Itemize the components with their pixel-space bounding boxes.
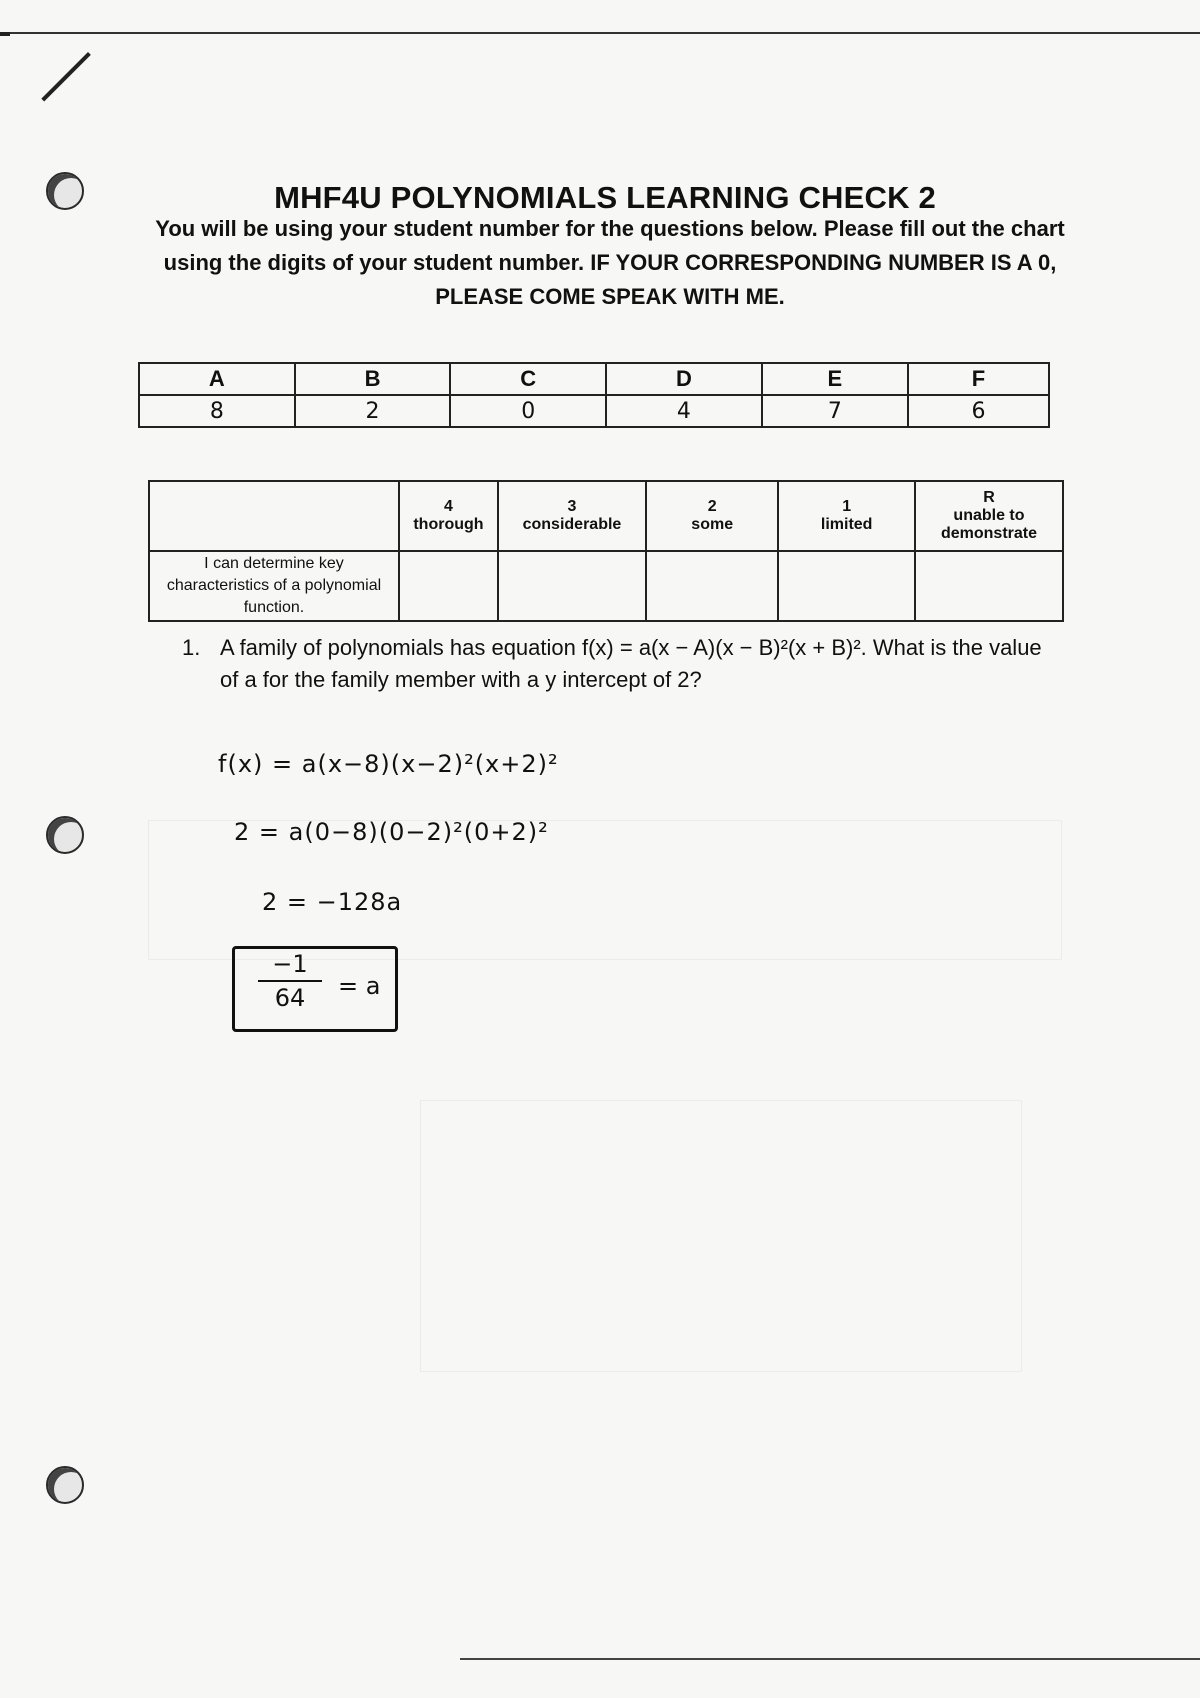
page-bottom-edge [460, 1658, 1200, 1660]
chart-digit-cell: 7 [762, 395, 908, 427]
binder-hole-icon [46, 172, 84, 210]
work-line-simplified: 2 = −128a [262, 888, 403, 916]
question-text: A family of polynomials has equation f(x) = a(x − A)(x − B)²(x + B)². What is the value of a for the family member with a y intercept of 2? [220, 635, 1042, 692]
rubric-level-label: considerable [522, 516, 622, 533]
instructions: You will be using your student number for the questions below. Please fill out the chart using the digits of your student number. IF YOUR CORRESPONDING NUMBER IS A 0, PLEASE COME SPEAK WITH ME. [155, 216, 1065, 309]
rubric-empty-cell [646, 551, 778, 621]
chart-digit-cell: 4 [606, 395, 762, 427]
work-line-equation: f(x) = a(x−8)(x−2)²(x+2)² [218, 750, 559, 778]
binder-hole-icon [46, 1466, 84, 1504]
chart-digit-cell: 8 [139, 395, 295, 427]
chart-header-cell: D [606, 363, 762, 395]
binder-hole-icon [46, 816, 84, 854]
work-line-substitution: 2 = a(0−8)(0−2)²(0+2)² [234, 818, 549, 846]
rubric-corner-cell [149, 481, 399, 551]
answer-numerator: −1 [272, 950, 308, 978]
chart-header-cell: F [908, 363, 1049, 395]
rubric-level-score: 3 [567, 498, 577, 515]
rubric-level-label: thorough [413, 516, 484, 533]
rubric-level-score: 1 [842, 498, 852, 515]
rubric-empty-cell [399, 551, 498, 621]
rubric-criterion-row [149, 551, 1063, 621]
chart-header-cell: A [139, 363, 295, 395]
chart-header-cell: E [762, 363, 908, 395]
rubric-criterion-label: I can determine key characteristics of a polynomial function. [149, 551, 399, 621]
chart-digit-cell: 6 [908, 395, 1049, 427]
rubric-table [148, 480, 1064, 622]
page-top-edge [0, 32, 1200, 34]
rubric-level-row [149, 481, 1063, 551]
page-title: MHF4U POLYNOMIALS LEARNING CHECK 2 [274, 180, 936, 215]
chart-digit-row [139, 395, 1049, 427]
rubric-level-label: some [691, 516, 734, 533]
chart-header-cell: C [450, 363, 606, 395]
question-number: 1. [182, 635, 201, 660]
rubric-level-label: unable to demonstrate [940, 507, 1037, 542]
chart-digit-cell: 2 [295, 395, 451, 427]
fraction-bar [258, 980, 322, 982]
rubric-level-4 [399, 481, 498, 551]
chart-header-cell: B [295, 363, 451, 395]
rubric-empty-cell [778, 551, 915, 621]
chart-digit-cell: 0 [450, 395, 606, 427]
rubric-empty-cell [915, 551, 1063, 621]
bleed-through-table [420, 1100, 1022, 1372]
rubric-level-r [915, 481, 1063, 551]
rubric-level-score: 2 [707, 498, 717, 515]
rubric-level-2 [646, 481, 778, 551]
page-corner-mark [0, 32, 10, 76]
rubric-level-score: R [983, 489, 995, 506]
answer-fraction [258, 950, 322, 1012]
rubric-level-3 [498, 481, 646, 551]
rubric-level-label: limited [820, 516, 873, 533]
answer-denominator: 64 [274, 984, 306, 1012]
answer-rhs: = a [338, 972, 381, 1000]
rubric-level-1 [778, 481, 915, 551]
rubric-level-score: 4 [443, 498, 453, 515]
rubric-empty-cell [498, 551, 646, 621]
student-number-chart [138, 362, 1050, 428]
chart-header-row [139, 363, 1049, 395]
